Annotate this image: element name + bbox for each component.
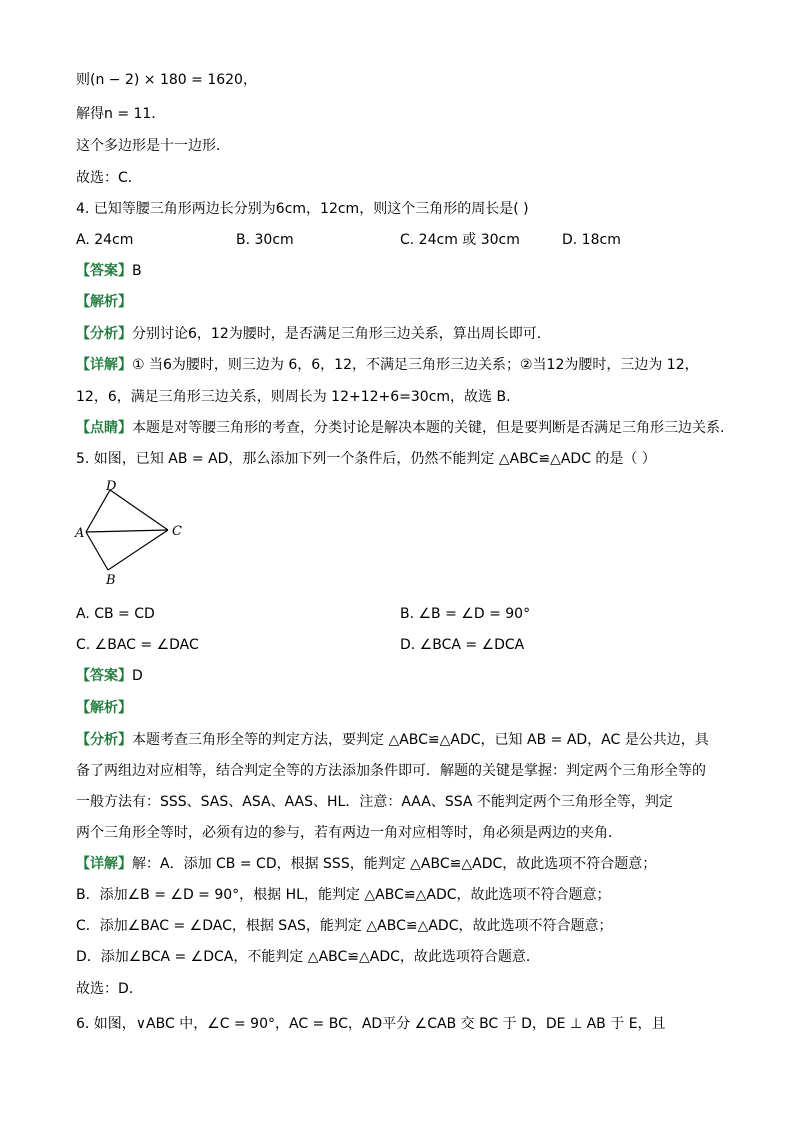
- question-4: 4. 已知等腰三角形两边长分别为6cm，12cm，则这个三角形的周长是( ): [76, 201, 529, 217]
- analysis-5-line-1: [76, 730, 709, 750]
- answer-label: 【答案】: [76, 263, 132, 279]
- answer-5: [76, 666, 143, 686]
- answer-value: D: [132, 668, 143, 684]
- detail-5-line-1: [76, 854, 656, 874]
- label-d: D: [106, 479, 117, 494]
- analysis-text: 本题考查三角形全等的判定方法，要判定 △ABC≌△ADC，已知 AB = AD，AC 是公共边，具: [132, 732, 709, 748]
- detail-5-line-3: C．添加∠BAC = ∠DAC，根据 SAS，能判定 △ABC≌△ADC，故此选项不符合题意；: [76, 918, 613, 934]
- detail-5-line-4: D．添加∠BCA = ∠DCA，不能判定 △ABC≌△ADC，故此选项符合题意．: [76, 949, 540, 965]
- solution-line-choice: 故选：C．: [76, 170, 142, 186]
- q4-option-a: A. 24cm: [76, 232, 134, 248]
- note-label: 【点睛】: [76, 420, 132, 436]
- note-text: 本题是对等腰三角形的考查，分类讨论是解决本题的关键，但是要判断是否满足三角形三边关系.: [132, 420, 725, 436]
- solution-line-result: 解得n = 11．: [76, 106, 166, 122]
- analysis-label: 【解析】: [76, 294, 132, 310]
- detail-label: 【详解】: [76, 357, 132, 373]
- analysis-5-line-2: 备了两组边对应相等，结合判定全等的方法添加条件即可．解题的关键是掌握：判定两个三角形全等的: [76, 763, 706, 779]
- detail-4-line-2: 12，6，满足三角形三边关系，则周长为 12+12+6=30cm，故选 B.: [76, 389, 511, 405]
- question-5: 5. 如图，已知 AB = AD，那么添加下列一个条件后，仍然不能判定 △ABC≌△ADC 的是（ ）: [76, 451, 656, 467]
- analysis-header-4: [76, 292, 132, 312]
- detail-label: 【详解】: [76, 856, 132, 872]
- label-a: A: [75, 526, 85, 541]
- detail-5-line-2: B．添加∠B = ∠D = 90°，根据 HL，能判定 △ABC≌△ADC，故此选项不符合题意；: [76, 887, 611, 903]
- q5-option-b: B. ∠B = ∠D = 90°: [400, 606, 531, 622]
- analysis-header-5: [76, 698, 132, 718]
- answer-4: [76, 261, 142, 281]
- q5-option-c: C. ∠BAC = ∠DAC: [76, 637, 199, 653]
- label-b: B: [106, 573, 116, 588]
- q4-option-d: D. 18cm: [562, 232, 621, 248]
- q5-option-d: D. ∠BCA = ∠DCA: [400, 637, 525, 653]
- note-4: [76, 418, 724, 438]
- segment-dc: [110, 490, 168, 530]
- analysis-sub-label: 【分析】: [76, 732, 132, 748]
- segment-ab: [86, 532, 108, 570]
- solution-line-conclusion: 这个多边形是十一边形．: [76, 138, 230, 154]
- detail-text: 解：A．添加 CB = CD，根据 SSS，能判定 △ABC≌△ADC，故此选项不符合题意；: [132, 856, 657, 872]
- detail-4-line-1: [76, 355, 699, 375]
- analysis-label: 【解析】: [76, 700, 132, 716]
- analysis-5-line-4: 两个三角形全等时，必须有边的参与，若有两边一角对应相等时，角必须是两边的夹角．: [76, 825, 622, 841]
- analysis-5-line-3: 一般方法有：SSS、SAS、ASA、AAS、HL．注意：AAA、SSA 不能判定两个三角形全等，判定: [76, 794, 673, 810]
- choice-5: 故选：D．: [76, 981, 143, 997]
- analysis-4: [76, 324, 541, 344]
- answer-value: B: [132, 263, 142, 279]
- q4-option-c: C. 24cm 或 30cm: [400, 232, 520, 248]
- analysis-text: 分别讨论6，12为腰时，是否满足三角形三边关系，算出周长即可.: [132, 326, 542, 342]
- q4-option-b: B. 30cm: [236, 232, 294, 248]
- question-6: 6. 如图，∨ABC 中，∠C = 90°，AC = BC，AD平分 ∠CAB 交 BC 于 D，DE ⊥ AB 于 E，且: [76, 1016, 666, 1032]
- detail-text: ① 当6为腰时，则三边为 6，6，12，不满足三角形三边关系；②当12为腰时，三边为 12，: [132, 357, 699, 373]
- solution-line-equation: 则(n − 2) × 180 = 1620，: [76, 72, 257, 88]
- label-c: C: [172, 524, 182, 539]
- segment-bc: [108, 530, 168, 570]
- segment-da: [86, 490, 110, 532]
- segment-ac: [86, 530, 168, 532]
- triangle-figure: [72, 478, 192, 588]
- answer-label: 【答案】: [76, 668, 132, 684]
- analysis-sub-label: 【分析】: [76, 326, 132, 342]
- q5-option-a: A. CB = CD: [76, 606, 155, 622]
